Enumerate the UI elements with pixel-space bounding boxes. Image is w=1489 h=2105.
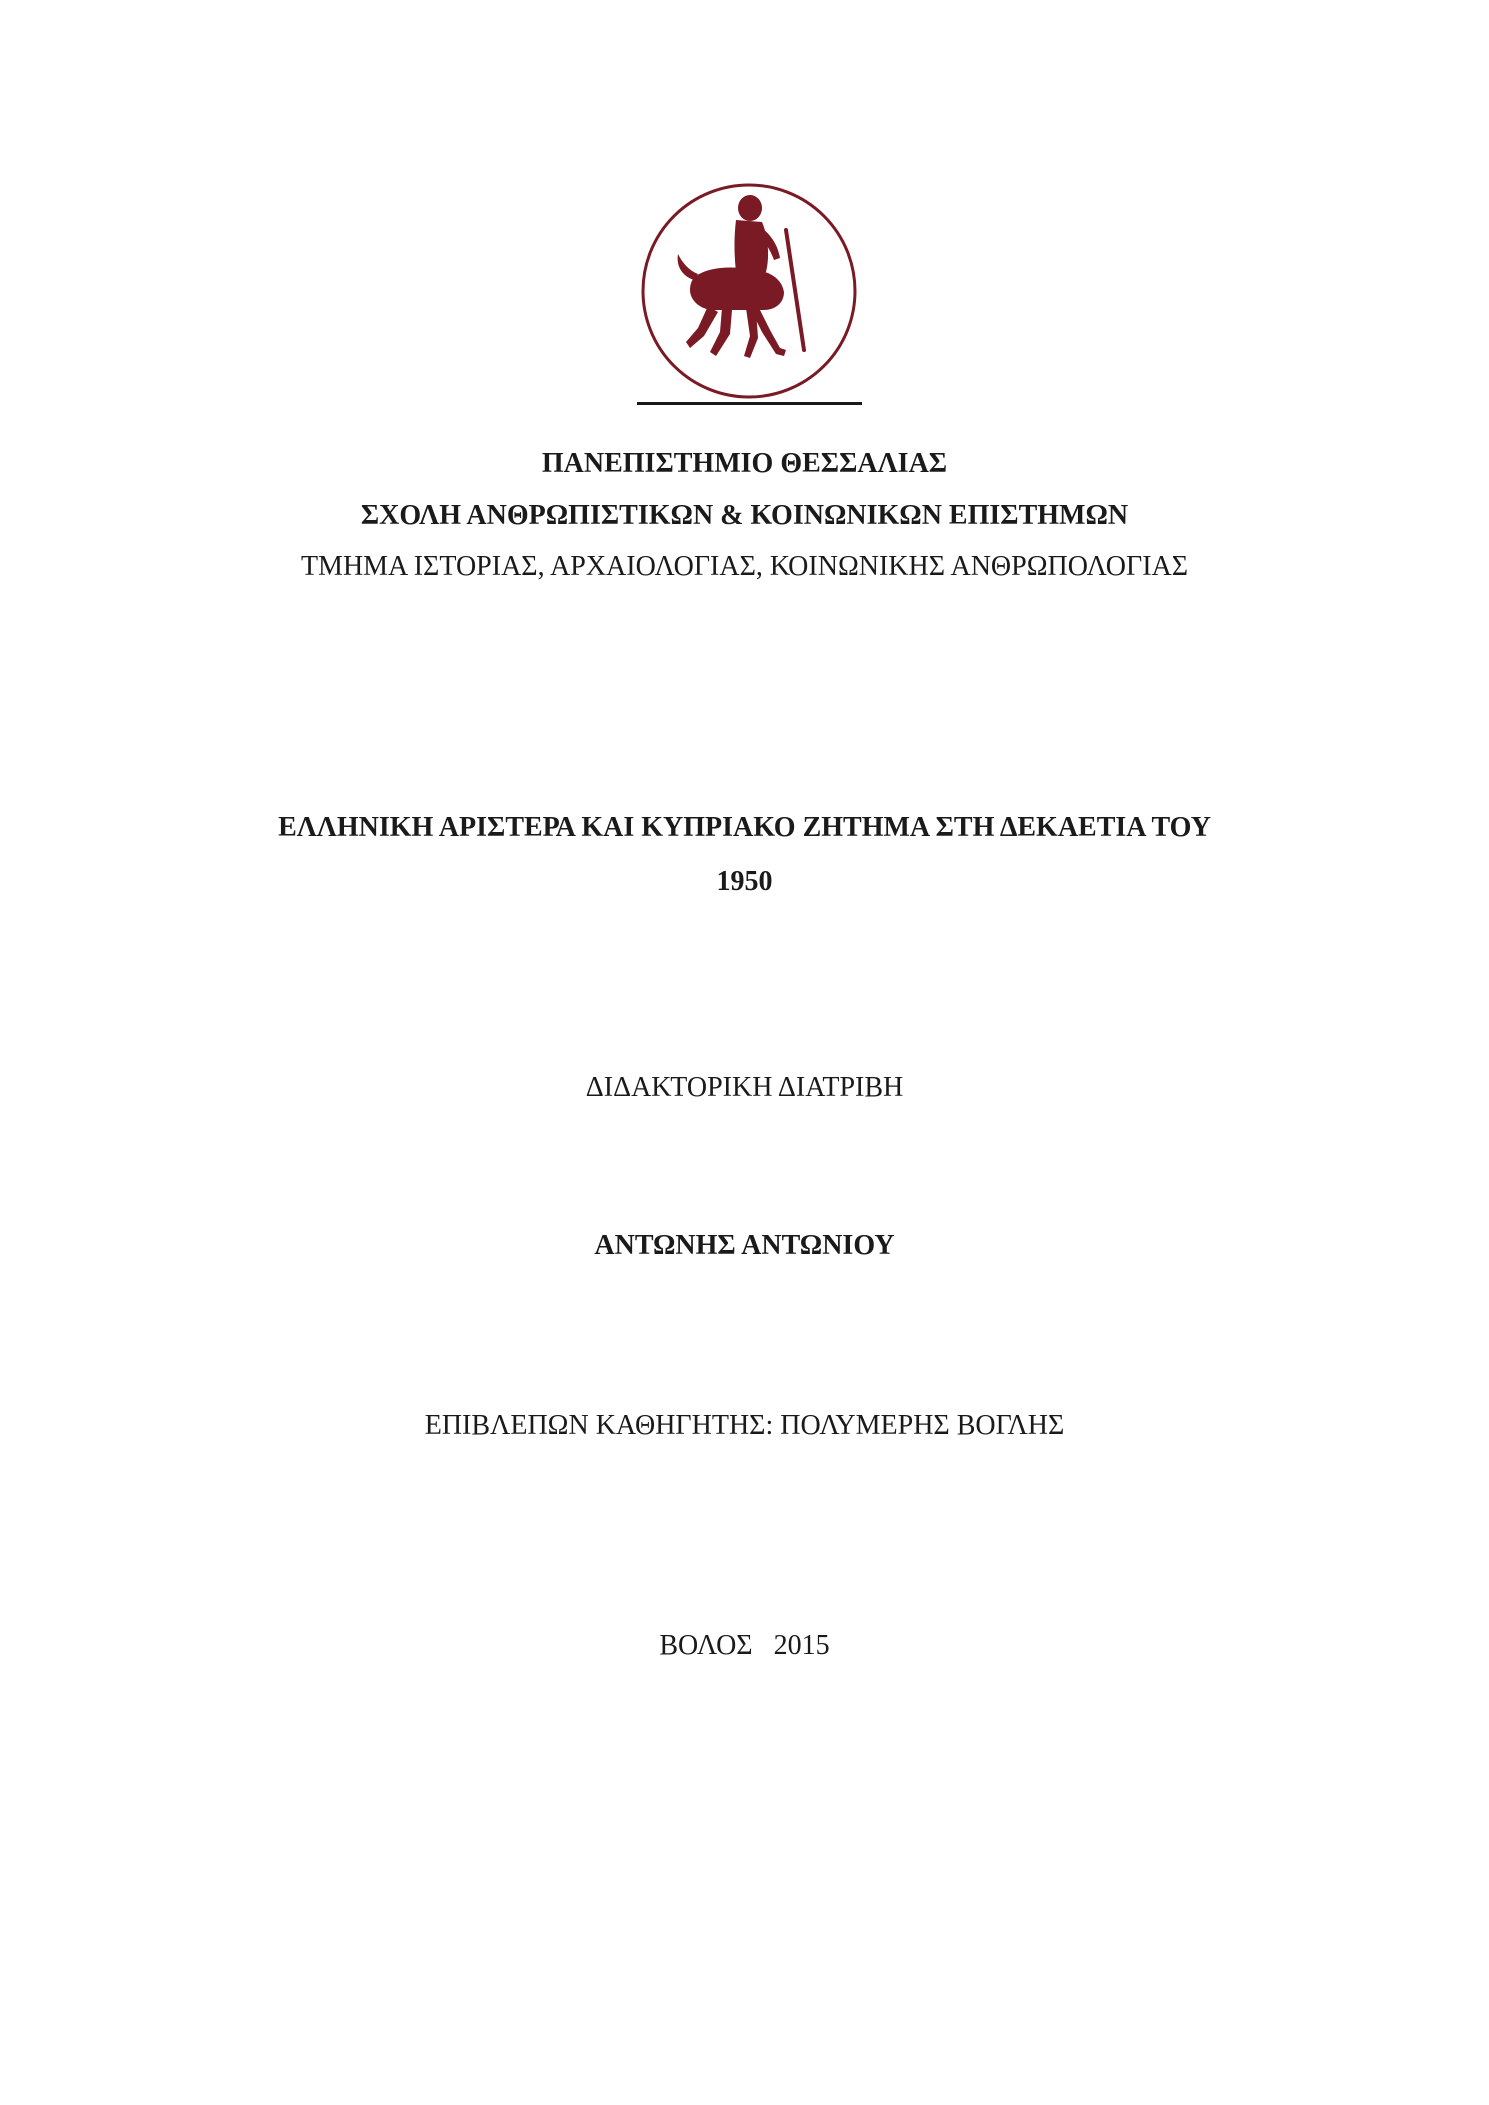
supervisor: ΕΠΙΒΛΕΠΩΝ ΚΑΘΗΓΗΤΗΣ: ΠΟΛΥΜΕΡΗΣ ΒΟΓΛΗΣ xyxy=(424,1410,1065,1441)
school-name: ΣΧΟΛΗ ΑΝΘΡΩΠΙΣΤΙΚΩΝ & ΚΟΙΝΩΝΙΚΩΝ ΕΠΙΣΤΗΜΩΝ xyxy=(360,500,1129,531)
university-seal xyxy=(638,180,860,402)
logo-divider xyxy=(637,402,862,405)
thesis-title-line-1: ΕΛΛΗΝΙΚΗ ΑΡΙΣΤΕΡΑ ΚΑΙ ΚΥΠΡΙΑΚΟ ΖΗΤΗΜΑ ΣΤΗ ΔΕΚΑΕΤΙΑ ΤΟΥ xyxy=(278,812,1211,843)
department-name: ΤΜΗΜΑ ΙΣΤΟΡΙΑΣ, ΑΡΧΑΙΟΛΟΓΙΑΣ, ΚΟΙΝΩΝΙΚΗΣ ΑΝΘΡΩΠΟΛΟΓΙΑΣ xyxy=(300,551,1189,582)
document-type: ΔΙΔΑΚΤΟΡΙΚΗ ΔΙΑΤΡΙΒΗ xyxy=(585,1072,904,1103)
centaur-seal-icon xyxy=(638,180,860,402)
university-name: ΠΑΝΕΠΙΣΤΗΜΙΟ ΘΕΣΣΑΛΙΑΣ xyxy=(541,448,948,479)
thesis-title-line-2: 1950 xyxy=(716,866,773,897)
place-and-year: ΒΟΛΟΣ 2015 xyxy=(659,1630,830,1661)
author-name: ΑΝΤΩΝΗΣ ΑΝΤΩΝΙΟΥ xyxy=(594,1230,895,1261)
